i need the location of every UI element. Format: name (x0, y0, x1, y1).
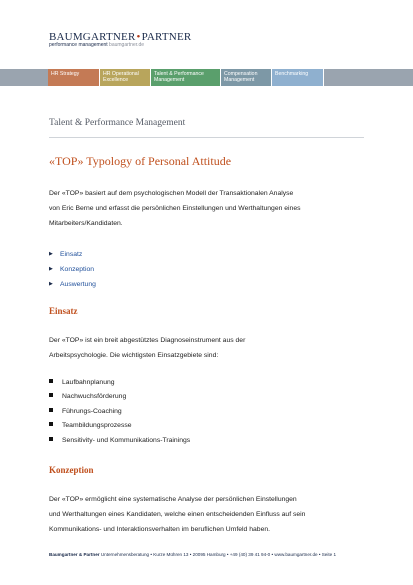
list-item (49, 405, 190, 419)
einsatz-line: Arbeitspsychologie. Die wichtigsten Einsatzgebiete sind: (49, 352, 219, 359)
logo-part1: BAUMGARTNER (49, 31, 136, 43)
footer-details: Unternehmensberatung • Kurze Mühren 13 • 20095 Hamburg • +49 (40) 39 41 94-0 • www.baumgartner.de • Seite 1 (99, 552, 337, 557)
footer (49, 552, 336, 557)
konzeption-line: Der «TOP» ermöglicht eine systematische Analyse der persönlichen Einstellungen (49, 496, 297, 503)
tab-hr-operational-excellence[interactable] (100, 69, 151, 86)
link-label: Konzeption (60, 266, 95, 273)
einsatz-paragraph (49, 333, 369, 363)
square-bullet-icon (49, 393, 53, 397)
logo-domain: baumgartner.de (109, 42, 145, 48)
list-item-label: Laufbahnplanung (62, 379, 115, 386)
divider (49, 137, 364, 138)
list-item (49, 419, 190, 433)
logo-part2: PARTNER (141, 31, 192, 43)
triangle-right-icon: ▶ (49, 281, 53, 287)
square-bullet-icon (49, 408, 53, 412)
triangle-right-icon: ▶ (49, 266, 53, 272)
intro-line: Der «TOP» basiert auf dem psychologischen Modell der Transaktionalen Analyse (49, 190, 294, 197)
link-label: Einsatz (60, 251, 83, 258)
tab-benchmarking[interactable] (272, 69, 324, 86)
tab-label-line2: Management (224, 77, 255, 83)
anchor-link-list (49, 247, 96, 292)
tab-label-line2: Excellence (103, 77, 129, 83)
list-item (49, 376, 190, 390)
konzeption-paragraph (49, 492, 369, 537)
tab-label: Talent & Performance (154, 71, 204, 77)
link-einsatz[interactable] (49, 247, 96, 262)
link-label: Auswertung (60, 281, 96, 288)
square-bullet-icon (49, 422, 53, 426)
tab-label: Compensation (224, 71, 258, 77)
footer-company: Baumgartner & Partner (49, 552, 100, 557)
list-item-label: Teambildungsprozesse (62, 422, 132, 430)
list-item-label: Sensitivity- und Kommunikations-Trainings (62, 436, 191, 444)
tab-hr-strategy[interactable] (48, 69, 100, 86)
list-item-label: Führungs-Coaching (62, 407, 122, 415)
page-title: «TOP» Typology of Personal Attitude (49, 154, 232, 168)
heading-konzeption: Konzeption (49, 465, 94, 475)
tab-talent-performance-management[interactable] (151, 69, 221, 86)
tab-label-line2: Management (154, 77, 185, 83)
logo-tagline-row (49, 42, 144, 48)
logo-tagline: performance management (49, 42, 108, 48)
logo-separator: • (136, 31, 141, 43)
einsatz-line: Der «TOP» ist ein breit abgestütztes Diagnoseinstrument aus der (49, 337, 246, 344)
link-auswertung[interactable] (49, 277, 96, 292)
list-item (49, 390, 190, 404)
tab-label: HR Operational (103, 71, 139, 77)
intro-line: von Eric Berne und erfasst die persönlichen Einstellungen und Werthaltungen eines (49, 205, 301, 212)
square-bullet-icon (49, 379, 53, 383)
konzeption-line: und Werthaltungen eines Kandidaten, welche einen entscheidenden Einfluss auf sein (49, 511, 306, 518)
heading-einsatz: Einsatz (49, 306, 78, 316)
section-header: Talent & Performance Management (49, 118, 186, 128)
intro-line: Mitarbeiters/Kandidaten. (49, 220, 123, 227)
triangle-right-icon: ▶ (49, 251, 53, 257)
square-bullet-icon (49, 437, 53, 441)
link-konzeption[interactable] (49, 262, 96, 277)
tab-label: HR Strategy (51, 71, 80, 77)
konzeption-line: Kommunikations- und Interaktionsverhalten im beruflichen Umfeld haben. (49, 526, 271, 533)
tab-compensation-management[interactable] (221, 69, 272, 86)
list-item-label: Nachwuchsförderung (62, 393, 127, 401)
intro-paragraph (49, 186, 369, 231)
einsatz-bullet-list (49, 376, 190, 448)
list-item (49, 434, 190, 448)
tab-label: Benchmarking (275, 71, 309, 77)
